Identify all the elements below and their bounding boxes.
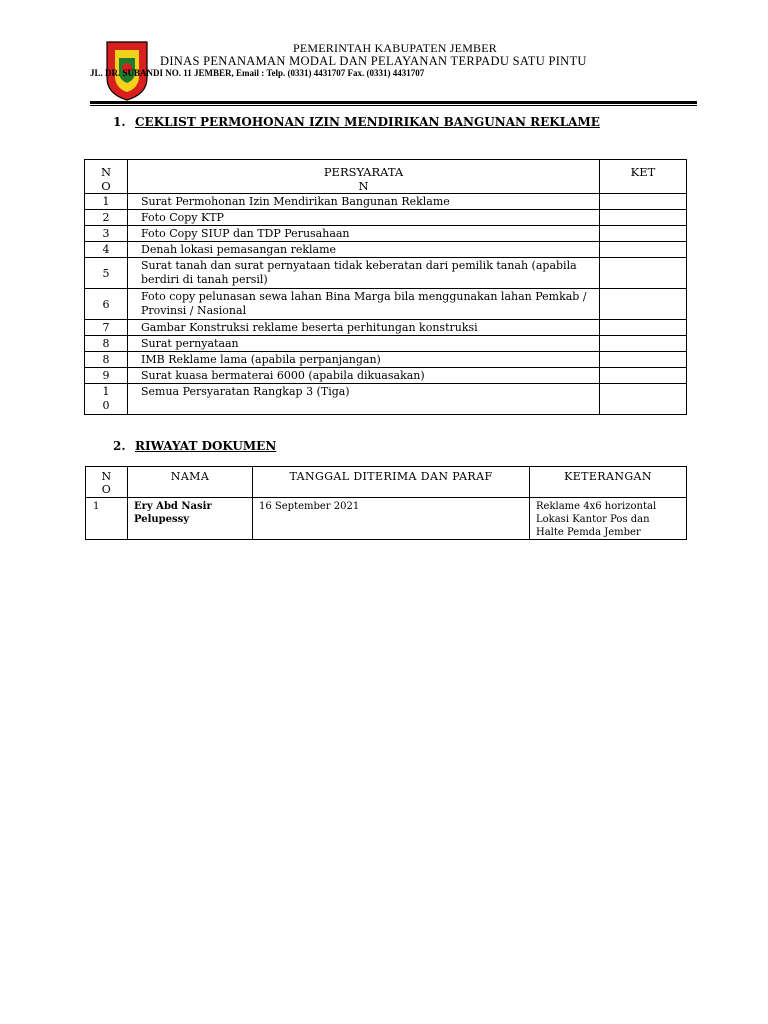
row-number: 1 bbox=[86, 498, 128, 540]
column-header-tanggal: TANGGAL DITERIMA DAN PARAF bbox=[253, 467, 530, 498]
row-number: 8 bbox=[85, 352, 128, 368]
column-header-keterangan: KETERANGAN bbox=[530, 467, 687, 498]
section-2-heading bbox=[113, 439, 276, 453]
requirement-text: IMB Reklame lama (apabila perpanjangan) bbox=[128, 352, 600, 368]
requirement-text: Semua Persyaratan Rangkap 3 (Tiga) bbox=[128, 384, 600, 415]
row-number-line1: 1 bbox=[102, 385, 110, 398]
table-row bbox=[85, 336, 687, 352]
ket-cell bbox=[600, 210, 687, 226]
ket-cell bbox=[600, 226, 687, 242]
table-row bbox=[85, 352, 687, 368]
row-number: 5 bbox=[85, 258, 128, 289]
column-header-no bbox=[85, 160, 128, 194]
section-1-heading bbox=[113, 115, 600, 129]
row-number: 7 bbox=[85, 320, 128, 336]
applicant-name-line2: Pelupessy bbox=[134, 514, 190, 525]
ket-cell bbox=[600, 194, 687, 210]
requirement-text: Foto Copy SIUP dan TDP Perusahaan bbox=[128, 226, 600, 242]
table-row bbox=[85, 210, 687, 226]
remarks-line3: Halte Pemda Jember bbox=[536, 527, 641, 538]
table-row bbox=[85, 368, 687, 384]
table-row bbox=[85, 242, 687, 258]
section-2-title: RIWAYAT DOKUMEN bbox=[135, 439, 277, 453]
table-row bbox=[85, 384, 687, 415]
table-header-row bbox=[85, 160, 687, 194]
section-1-number: 1. bbox=[113, 115, 126, 129]
column-header-ket: KET bbox=[600, 160, 687, 194]
applicant-name-line1: Ery Abd Nasir bbox=[134, 501, 212, 512]
row-number: 4 bbox=[85, 242, 128, 258]
column-header-no bbox=[86, 467, 128, 498]
section-1-title: CEKLIST PERMOHONAN IZIN MENDIRIKAN BANGUNAN REKLAME bbox=[135, 115, 600, 129]
row-number bbox=[85, 384, 128, 415]
ket-cell bbox=[600, 384, 687, 415]
letterhead-divider-thin bbox=[90, 105, 697, 106]
ket-cell bbox=[600, 352, 687, 368]
section-2-number: 2. bbox=[113, 439, 126, 453]
row-number: 6 bbox=[85, 289, 128, 320]
header-no-line2: O bbox=[101, 179, 111, 193]
remarks-line2: Lokasi Kantor Pos dan bbox=[536, 514, 650, 525]
header-no-line1: N bbox=[100, 165, 112, 179]
letterhead-agency-name: DINAS PENANAMAN MODAL DAN PELAYANAN TERPADU SATU PINTU bbox=[160, 54, 587, 68]
requirement-text: Surat kuasa bermaterai 6000 (apabila dikuasakan) bbox=[128, 368, 600, 384]
row-number: 9 bbox=[85, 368, 128, 384]
letterhead-government-name: PEMERINTAH KABUPATEN JEMBER bbox=[292, 41, 497, 55]
letterhead-divider-thick bbox=[90, 101, 697, 104]
requirements-checklist-table bbox=[84, 159, 687, 415]
table-row bbox=[85, 289, 687, 320]
requirement-text: Denah lokasi pemasangan reklame bbox=[128, 242, 600, 258]
requirement-text: Surat tanah dan surat pernyataan tidak keberatan dari pemilik tanah (apabila berdiri di tanah persil) bbox=[128, 258, 600, 289]
ket-cell bbox=[600, 336, 687, 352]
requirement-text: Surat Permohonan Izin Mendirikan Bangunan Reklame bbox=[128, 194, 600, 210]
requirement-text: Gambar Konstruksi reklame beserta perhitungan konstruksi bbox=[128, 320, 600, 336]
requirement-text: Foto copy pelunasan sewa lahan Bina Marga bila menggunakan lahan Pemkab / Provinsi / Nasional bbox=[128, 289, 600, 320]
header-req-line1: PERSYARATA bbox=[323, 165, 404, 179]
table-row bbox=[86, 498, 687, 540]
ket-cell bbox=[600, 289, 687, 320]
column-header-nama: NAMA bbox=[128, 467, 253, 498]
applicant-name bbox=[128, 498, 253, 540]
row-number: 1 bbox=[85, 194, 128, 210]
ket-cell bbox=[600, 258, 687, 289]
header-no-line1: N bbox=[101, 470, 112, 483]
row-number: 3 bbox=[85, 226, 128, 242]
table-header-row bbox=[86, 467, 687, 498]
remarks bbox=[530, 498, 687, 540]
table-row bbox=[85, 320, 687, 336]
ket-cell bbox=[600, 320, 687, 336]
column-header-persyaratan bbox=[128, 160, 600, 194]
row-number-line2: 0 bbox=[102, 399, 110, 412]
ket-cell bbox=[600, 368, 687, 384]
table-row bbox=[85, 258, 687, 289]
header-no-line2: O bbox=[101, 483, 112, 496]
received-date: 16 September 2021 bbox=[253, 498, 530, 540]
letterhead-address: JL. DR. SUBANDI NO. 11 JEMBER, Email : Telp. (0331) 4431707 Fax. (0331) 4431707 bbox=[90, 68, 425, 78]
remarks-line1: Reklame 4x6 horizontal bbox=[536, 501, 657, 512]
requirement-text: Surat pernyataan bbox=[128, 336, 600, 352]
table-row bbox=[85, 226, 687, 242]
row-number: 2 bbox=[85, 210, 128, 226]
header-req-line2: N bbox=[358, 179, 369, 193]
requirement-text: Foto Copy KTP bbox=[128, 210, 600, 226]
document-history-table bbox=[85, 466, 687, 540]
table-row bbox=[85, 194, 687, 210]
row-number: 8 bbox=[85, 336, 128, 352]
ket-cell bbox=[600, 242, 687, 258]
